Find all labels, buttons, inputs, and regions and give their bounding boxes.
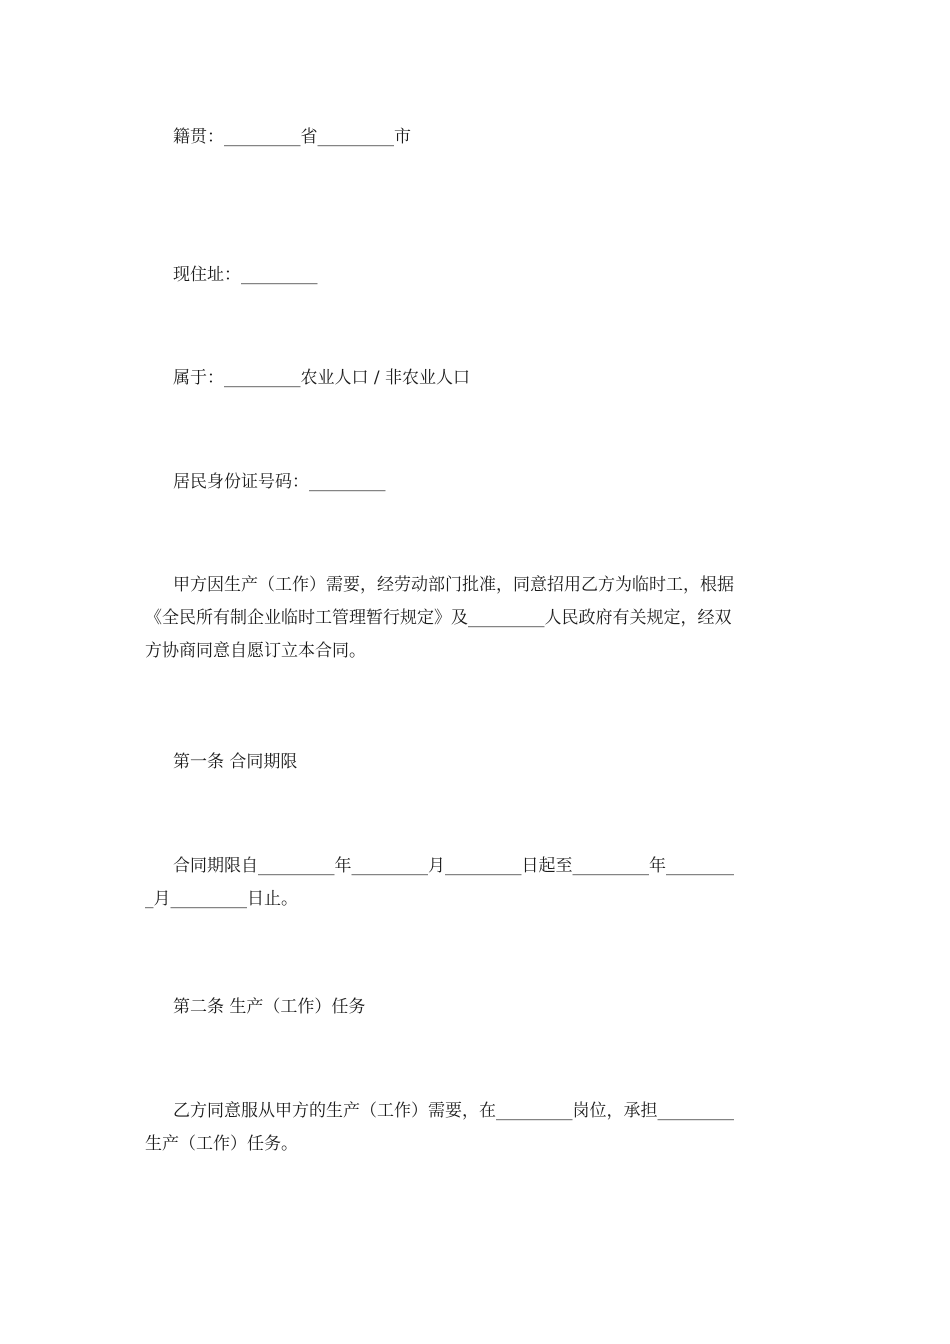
id-number-line: 居民身份证号码：_________ xyxy=(173,472,386,492)
intro-paragraph xyxy=(145,569,810,668)
article-1-line-2: _月_________日止。 xyxy=(145,889,298,909)
article-2-title: 第二条 生产（工作）任务 xyxy=(173,997,366,1017)
article-1-line-1: 合同期限自_________年_________月_________日起至_________年________ xyxy=(173,856,734,876)
native-place-line: 籍贯：_________省_________市 xyxy=(173,127,411,147)
article-2-line-1: 乙方同意服从甲方的生产（工作）需要，在_________岗位，承担_________ xyxy=(173,1101,734,1121)
household-type-line: 属于：_________农业人口 / 非农业人口 xyxy=(173,368,471,388)
intro-line-2: 《全民所有制企业临时工管理暂行规定》及_________人民政府有关规定，经双 xyxy=(145,608,732,628)
current-address-line: 现住址：_________ xyxy=(173,265,318,285)
intro-line-1: 甲方因生产（工作）需要，经劳动部门批准，同意招用乙方为临时工，根据 xyxy=(173,575,734,595)
article-2-paragraph xyxy=(145,1095,810,1161)
article-1-title: 第一条 合同期限 xyxy=(173,752,298,772)
article-2-line-2: 生产（工作）任务。 xyxy=(145,1134,298,1154)
intro-line-3: 方协商同意自愿订立本合同。 xyxy=(145,641,366,661)
article-1-paragraph xyxy=(145,850,810,916)
